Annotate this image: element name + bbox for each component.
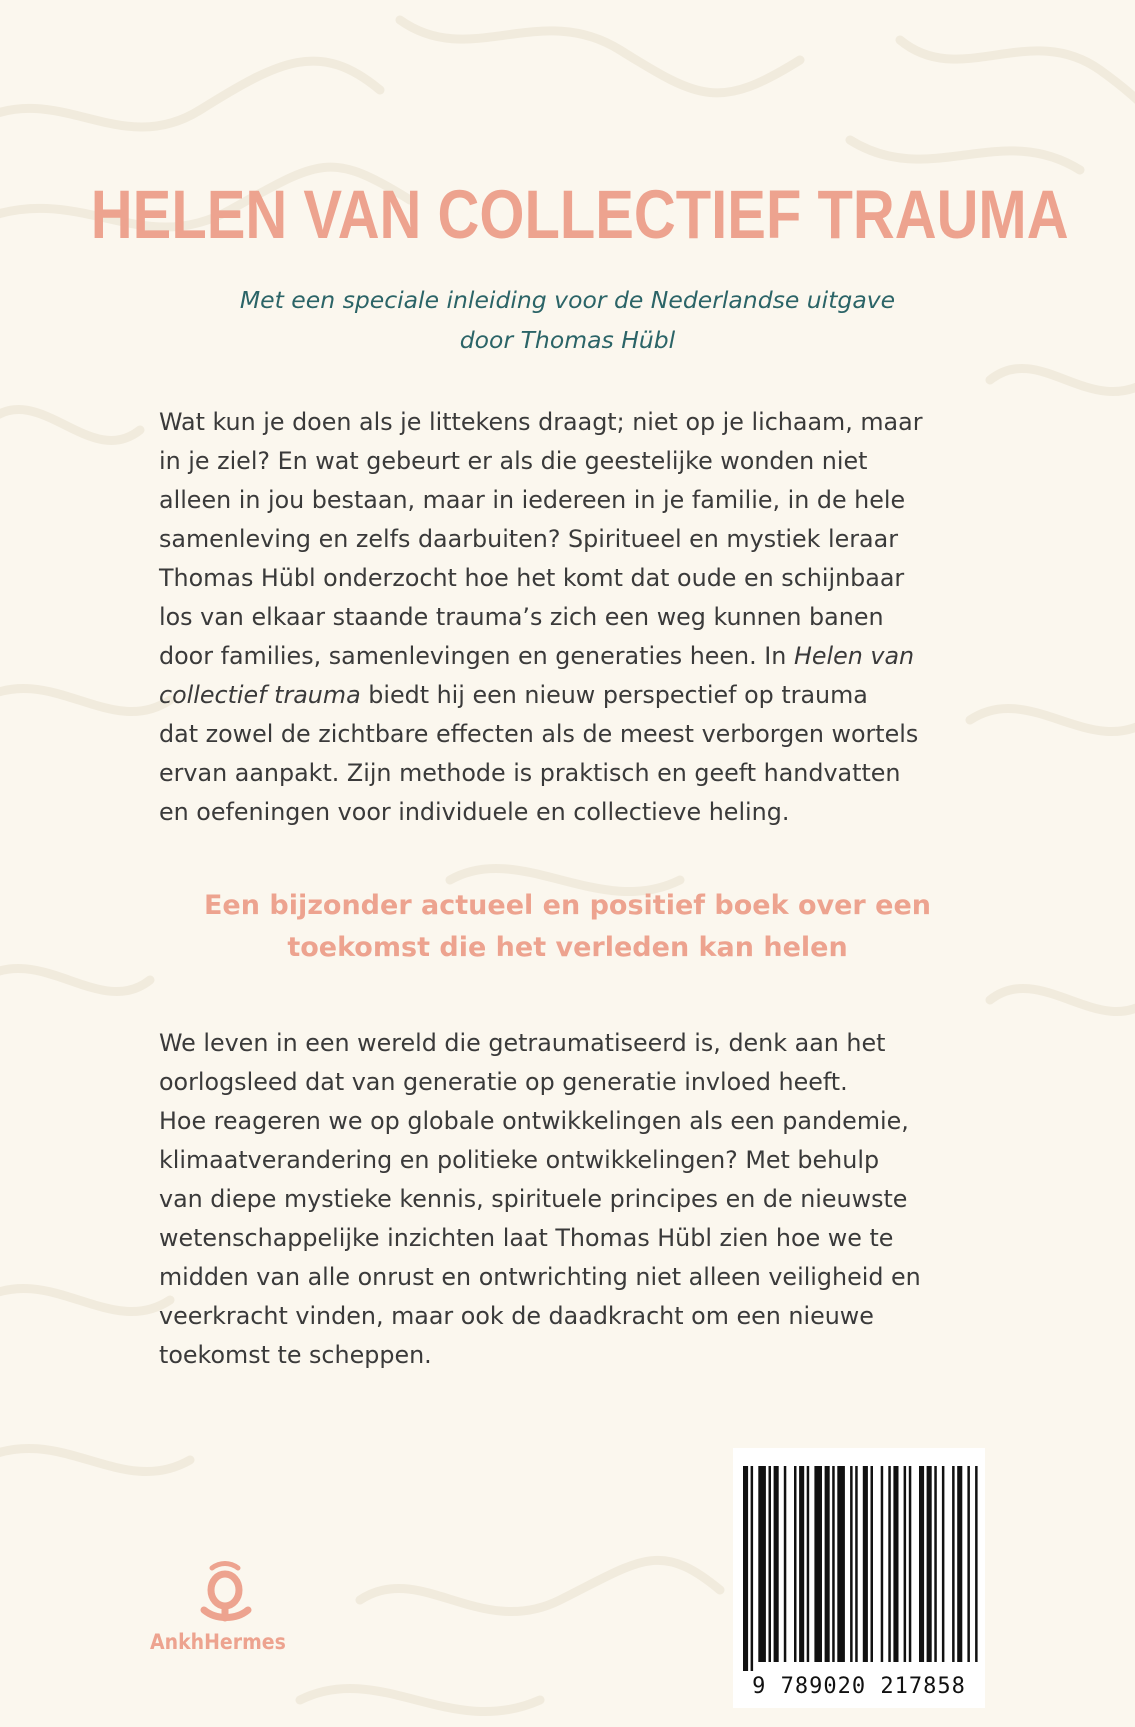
barcode-bar — [837, 1466, 845, 1662]
paragraph-line: Wat kun je doen als je littekens draagt; niet op je lichaam, maar — [159, 408, 923, 436]
paragraph-line: alleen in jou bestaan, maar in iedereen in je familie, in de hele — [159, 486, 906, 514]
paragraph-line: en oefeningen voor individuele en collectieve heling. — [159, 798, 790, 826]
paragraph-line: wetenschappelijke inzichten laat Thomas Hübl zien hoe we te — [159, 1224, 894, 1252]
paragraph-line: oorlogsleed dat van generatie op generatie invloed heeft. — [159, 1068, 848, 1096]
barcode-bar — [863, 1466, 868, 1662]
barcode-bar — [769, 1466, 772, 1662]
barcode-bar — [743, 1466, 748, 1671]
subtitle — [0, 280, 1135, 360]
publisher-name: AnkhHermes — [150, 1630, 286, 1654]
barcode-bar — [850, 1466, 853, 1662]
subtitle-line: door Thomas Hübl — [459, 326, 676, 354]
isbn-number: 9 789020 217858 — [752, 1674, 966, 1699]
paragraph-line: Thomas Hübl onderzocht hoe het komt dat oude en schijnbaar — [159, 564, 905, 592]
paragraph-line: We leven in een wereld die getraumatiseerd is, denk aan het — [159, 1029, 886, 1057]
paragraph-line: klimaatverandering en politieke ontwikkelingen? Met behulp — [159, 1146, 880, 1174]
barcode-bar — [909, 1466, 912, 1662]
barcode-bar — [807, 1466, 810, 1662]
barcode-bar — [774, 1466, 779, 1662]
highlight-quote — [0, 885, 1135, 969]
paragraph-line: dat zowel de zichtbare effecten als de meest verborgen wortels — [159, 720, 919, 748]
paragraph-line: in je ziel? En wat gebeurt er als die geestelijke wonden niet — [159, 447, 868, 475]
description-paragraph-2 — [159, 1024, 989, 1375]
barcode-bar — [855, 1466, 858, 1662]
barcode-bar — [934, 1466, 937, 1662]
barcode-bar — [927, 1466, 932, 1662]
barcode-bar — [832, 1466, 835, 1662]
paragraph-text: biedt hij een nieuw perspectief op trauma — [360, 681, 868, 709]
barcode-bar — [799, 1466, 804, 1662]
quote-line: toekomst die het verleden kan helen — [287, 932, 848, 963]
paragraph-line: ervan aanpakt. Zijn methode is praktisch en geeft handvatten — [159, 759, 901, 787]
barcode-bar — [751, 1466, 754, 1671]
book-title: HELEN VAN COLLECTIEF TRAUMA — [90, 176, 1069, 253]
barcode-bar — [825, 1466, 830, 1662]
barcode-bar — [881, 1466, 884, 1662]
paragraph-line: los van elkaar staande trauma’s zich een weg kunnen banen — [159, 603, 884, 631]
publisher-logo — [150, 1560, 310, 1660]
paragraph-line: Hoe reageren we op globale ontwikkelingen als een pandemie, — [159, 1107, 909, 1135]
barcode-bar — [758, 1466, 766, 1662]
paragraph-line — [159, 637, 989, 676]
barcode-bar — [957, 1466, 962, 1662]
description-paragraph-1 — [159, 403, 989, 832]
barcode-bar — [888, 1466, 891, 1662]
paragraph-line: samenleving en zelfs daarbuiten? Spiritueel en mystiek leraar — [159, 525, 899, 553]
paragraph-text: door families, samenlevingen en generaties heen. In — [159, 642, 794, 670]
paragraph-line: midden van alle onrust en ontwrichting niet alleen veiligheid en — [159, 1263, 921, 1291]
book-title-italic: collectief trauma — [159, 681, 361, 709]
barcode-bar — [814, 1466, 822, 1662]
paragraph-line: veerkracht vinden, maar ook de daadkracht om een nieuwe — [159, 1302, 874, 1330]
barcode-bar — [871, 1466, 874, 1662]
barcode-bar — [893, 1466, 898, 1662]
barcode-bar — [967, 1466, 970, 1662]
quote-line: Een bijzonder actueel en positief boek over een — [203, 890, 931, 921]
paragraph-line: toekomst te scheppen. — [159, 1341, 432, 1369]
barcode-bar — [794, 1466, 797, 1662]
paragraph-line: van diepe mystieke kennis, spirituele principes en de nieuwste — [159, 1185, 908, 1213]
book-title-italic: Helen van — [793, 642, 915, 670]
barcode-bar — [784, 1466, 787, 1662]
ankhhermes-logo-icon — [150, 1560, 310, 1630]
barcode-bar — [904, 1466, 907, 1662]
barcode-bar — [952, 1466, 955, 1662]
barcode-bar — [942, 1466, 945, 1662]
barcode-bar — [975, 1466, 978, 1662]
subtitle-line: Met een speciale inleiding voor de Nederlandse uitgave — [239, 286, 896, 314]
barcode — [733, 1448, 985, 1708]
barcode-bar — [919, 1466, 924, 1662]
paragraph-line — [159, 676, 989, 715]
barcode-bars — [733, 1448, 985, 1674]
